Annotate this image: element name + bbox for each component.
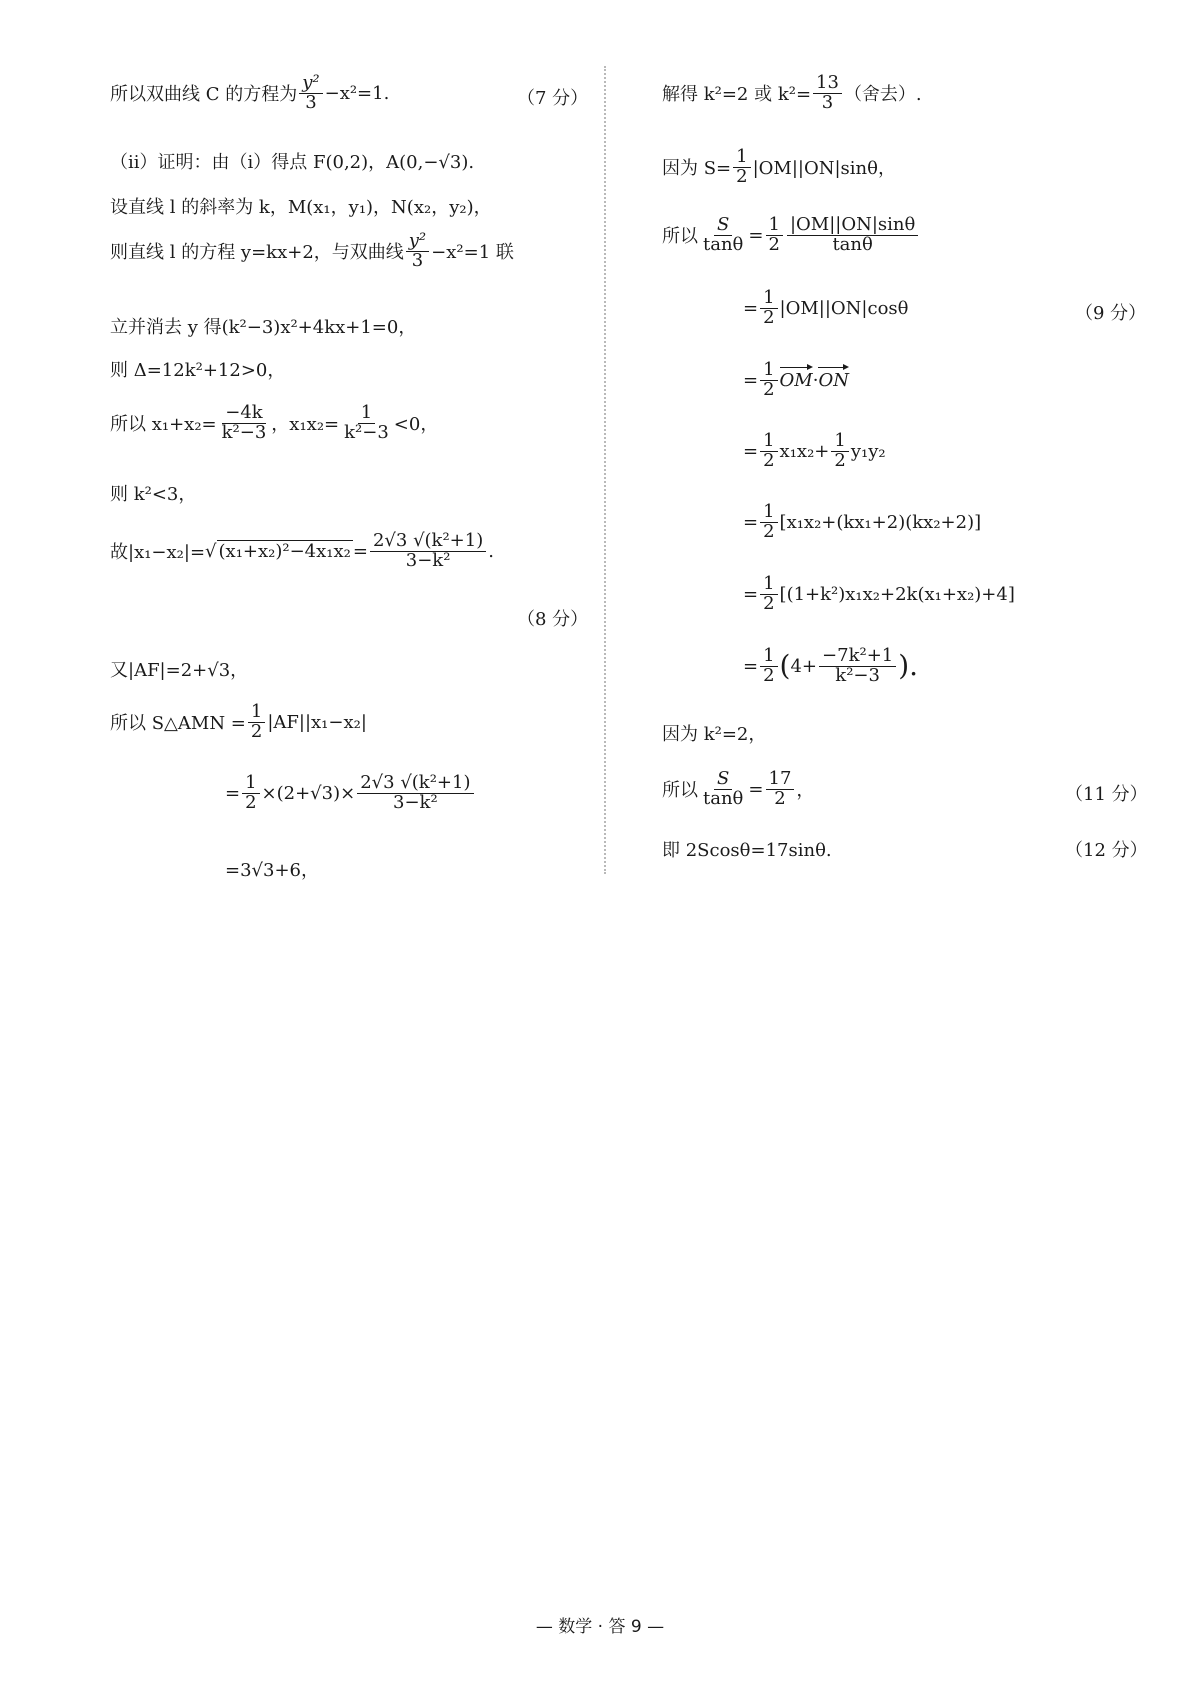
numerator: 1 bbox=[831, 432, 848, 452]
fraction bbox=[760, 289, 777, 328]
text: ，x₁x₂= bbox=[271, 414, 340, 436]
fraction bbox=[831, 432, 848, 471]
text: <0， bbox=[393, 414, 439, 436]
denominator: 2 bbox=[245, 791, 257, 813]
af-length-line: 又|AF|=2+√3， bbox=[110, 660, 249, 681]
text: = bbox=[748, 778, 764, 800]
text: 所以双曲线 C 的方程为 bbox=[110, 84, 298, 106]
vieta-line bbox=[110, 404, 438, 443]
sqrt-expression bbox=[205, 540, 353, 563]
simplified-line bbox=[743, 647, 918, 686]
denominator: 2 bbox=[763, 449, 775, 471]
text: 4+ bbox=[790, 655, 818, 677]
fraction bbox=[219, 404, 270, 443]
numerator: |OM||ON|sinθ bbox=[787, 216, 918, 236]
denominator: 3−k² bbox=[393, 791, 438, 813]
denominator: 3−k² bbox=[405, 549, 451, 571]
fraction bbox=[766, 216, 783, 255]
coordinate-line bbox=[743, 432, 886, 471]
text: ×(2+√3)× bbox=[261, 782, 356, 804]
score-mark: （9 分） bbox=[1075, 303, 1147, 324]
numerator: 1 bbox=[760, 289, 777, 309]
text: ). bbox=[898, 649, 919, 683]
denominator: 3 bbox=[411, 249, 424, 271]
denominator: k²−3 bbox=[835, 664, 880, 686]
fraction bbox=[760, 575, 777, 614]
numerator: S bbox=[714, 770, 732, 790]
eliminate-line: 立并消去 y 得(k²−3)x²+4kx+1=0， bbox=[110, 317, 417, 338]
vector-on: ON bbox=[818, 369, 849, 391]
text: 故|x₁−x₂|= bbox=[110, 542, 206, 564]
text: x₁x₂+ bbox=[779, 440, 830, 462]
numerator: 1 bbox=[760, 432, 777, 452]
score-mark: （7 分） bbox=[517, 88, 589, 109]
text: |AF||x₁−x₂| bbox=[267, 711, 367, 733]
text: 解得 k²=2 或 k²= bbox=[662, 84, 812, 106]
k-squared-bound-line: 则 k²<3， bbox=[110, 484, 197, 505]
denominator: 2 bbox=[834, 449, 846, 471]
denominator: 2 bbox=[763, 520, 775, 542]
text: = bbox=[743, 369, 759, 391]
text: = bbox=[225, 782, 241, 804]
text: 所以 x₁+x₂= bbox=[110, 414, 217, 436]
numerator: 1 bbox=[760, 503, 777, 523]
text: = bbox=[743, 583, 759, 605]
score-mark: （8 分） bbox=[517, 609, 589, 630]
text: = bbox=[743, 297, 759, 319]
numerator: 1 bbox=[242, 774, 259, 794]
text: y₁y₂ bbox=[850, 440, 886, 462]
text: . bbox=[488, 540, 494, 562]
column-divider bbox=[604, 66, 606, 874]
text: = bbox=[352, 540, 368, 562]
denominator: 2 bbox=[774, 787, 786, 809]
numerator: y² bbox=[299, 74, 322, 94]
fraction bbox=[760, 361, 777, 400]
text: −x²=1 联 bbox=[431, 242, 514, 264]
fraction bbox=[700, 216, 746, 255]
fraction bbox=[813, 74, 842, 113]
denominator: tanθ bbox=[703, 233, 744, 255]
s-def-line bbox=[662, 148, 896, 187]
denominator: k²−3 bbox=[221, 421, 267, 443]
denominator: tanθ bbox=[832, 233, 873, 255]
denominator: 2 bbox=[763, 378, 775, 400]
vector-om: OM bbox=[779, 369, 813, 391]
text: ( bbox=[779, 649, 791, 683]
s-over-tan-line bbox=[662, 216, 920, 255]
text: ， bbox=[796, 780, 815, 802]
text: 则直线 l 的方程 y=kx+2，与双曲线 bbox=[110, 242, 404, 264]
denominator: 2 bbox=[736, 165, 748, 187]
fraction bbox=[819, 647, 896, 686]
text: （舍去）. bbox=[843, 84, 922, 106]
denominator: 3 bbox=[821, 91, 834, 113]
hyperbola-equation-line bbox=[110, 74, 389, 113]
ratio-result-line bbox=[662, 770, 814, 809]
text: 所以 bbox=[662, 780, 698, 802]
text: 所以 bbox=[662, 226, 698, 248]
numerator: 1 bbox=[358, 404, 375, 424]
numerator: −4k bbox=[222, 404, 265, 424]
denominator: 2 bbox=[768, 233, 780, 255]
numerator: 1 bbox=[760, 575, 777, 595]
conclusion-line: 即 2Scosθ=17sinθ. bbox=[662, 840, 832, 861]
text: = bbox=[743, 655, 759, 677]
numerator: 1 bbox=[760, 361, 777, 381]
discriminant-line: 则 Δ=12k²+12>0， bbox=[110, 360, 286, 381]
fraction bbox=[760, 647, 777, 686]
denominator: 3 bbox=[305, 91, 317, 113]
numerator: −7k²+1 bbox=[819, 647, 896, 667]
denominator: tanθ bbox=[703, 787, 744, 809]
area-result-line: =3√3+6， bbox=[225, 860, 319, 881]
text: [x₁x₂+(kx₁+2)(kx₂+2)] bbox=[779, 511, 982, 533]
numerator: 17 bbox=[766, 770, 795, 790]
numerator: 1 bbox=[248, 703, 265, 723]
dot-product-line bbox=[743, 361, 849, 400]
proof-intro-line: （ⅱ）证明：由（ⅰ）得点 F(0,2)，A(0,−√3). bbox=[110, 152, 475, 173]
score-mark: （11 分） bbox=[1065, 784, 1148, 805]
expand-line bbox=[743, 575, 1015, 614]
slope-def-line: 设直线 l 的斜率为 k，M(x₁，y₁)，N(x₂，y₂)， bbox=[110, 197, 492, 218]
fraction bbox=[766, 770, 795, 809]
area-product-line bbox=[225, 774, 476, 813]
k-value-line: 因为 k²=2， bbox=[662, 724, 767, 745]
k-solution-line bbox=[662, 74, 922, 113]
fraction bbox=[299, 74, 322, 113]
text: 因为 S= bbox=[662, 158, 732, 180]
numerator: y² bbox=[406, 232, 429, 252]
fraction bbox=[242, 774, 259, 813]
denominator: 2 bbox=[763, 306, 775, 328]
denominator: 2 bbox=[763, 592, 775, 614]
numerator: 1 bbox=[733, 148, 750, 168]
area-line bbox=[110, 703, 367, 742]
numerator: S bbox=[714, 216, 732, 236]
fraction bbox=[248, 703, 265, 742]
text: 所以 S△AMN = bbox=[110, 713, 246, 735]
numerator: 2√3 √(k²+1) bbox=[370, 532, 486, 552]
fraction bbox=[760, 432, 777, 471]
fraction bbox=[406, 232, 429, 271]
fraction bbox=[357, 774, 473, 813]
text: = bbox=[748, 224, 764, 246]
fraction bbox=[760, 503, 777, 542]
fraction bbox=[370, 532, 486, 571]
denominator: k²−3 bbox=[344, 421, 389, 443]
text: |OM||ON|sinθ， bbox=[752, 158, 896, 180]
text: −x²=1. bbox=[324, 82, 390, 104]
denominator: 2 bbox=[763, 664, 775, 686]
numerator: 1 bbox=[766, 216, 783, 236]
score-mark: （12 分） bbox=[1065, 840, 1148, 861]
text: |OM||ON|cosθ bbox=[779, 297, 909, 319]
numerator: 13 bbox=[813, 74, 842, 94]
abs-difference-line bbox=[110, 532, 494, 571]
text: = bbox=[743, 440, 759, 462]
radical-sign: √ bbox=[205, 541, 217, 563]
fraction bbox=[700, 770, 746, 809]
text: = bbox=[743, 511, 759, 533]
text: · bbox=[812, 369, 819, 391]
denominator: 2 bbox=[250, 720, 263, 742]
page-footer: — 数学 · 答 9 — bbox=[535, 1617, 665, 1637]
text: [(1+k²)x₁x₂+2k(x₁+x₂)+4] bbox=[779, 583, 1015, 605]
fraction bbox=[341, 404, 392, 443]
line-equation-line bbox=[110, 232, 514, 271]
radicand: (x₁+x₂)²−4x₁x₂ bbox=[218, 541, 351, 563]
substitute-line bbox=[743, 503, 981, 542]
fraction bbox=[787, 216, 918, 255]
cos-line bbox=[743, 289, 909, 328]
numerator: 2√3 √(k²+1) bbox=[357, 774, 473, 794]
numerator: 1 bbox=[760, 647, 777, 667]
fraction bbox=[733, 148, 750, 187]
